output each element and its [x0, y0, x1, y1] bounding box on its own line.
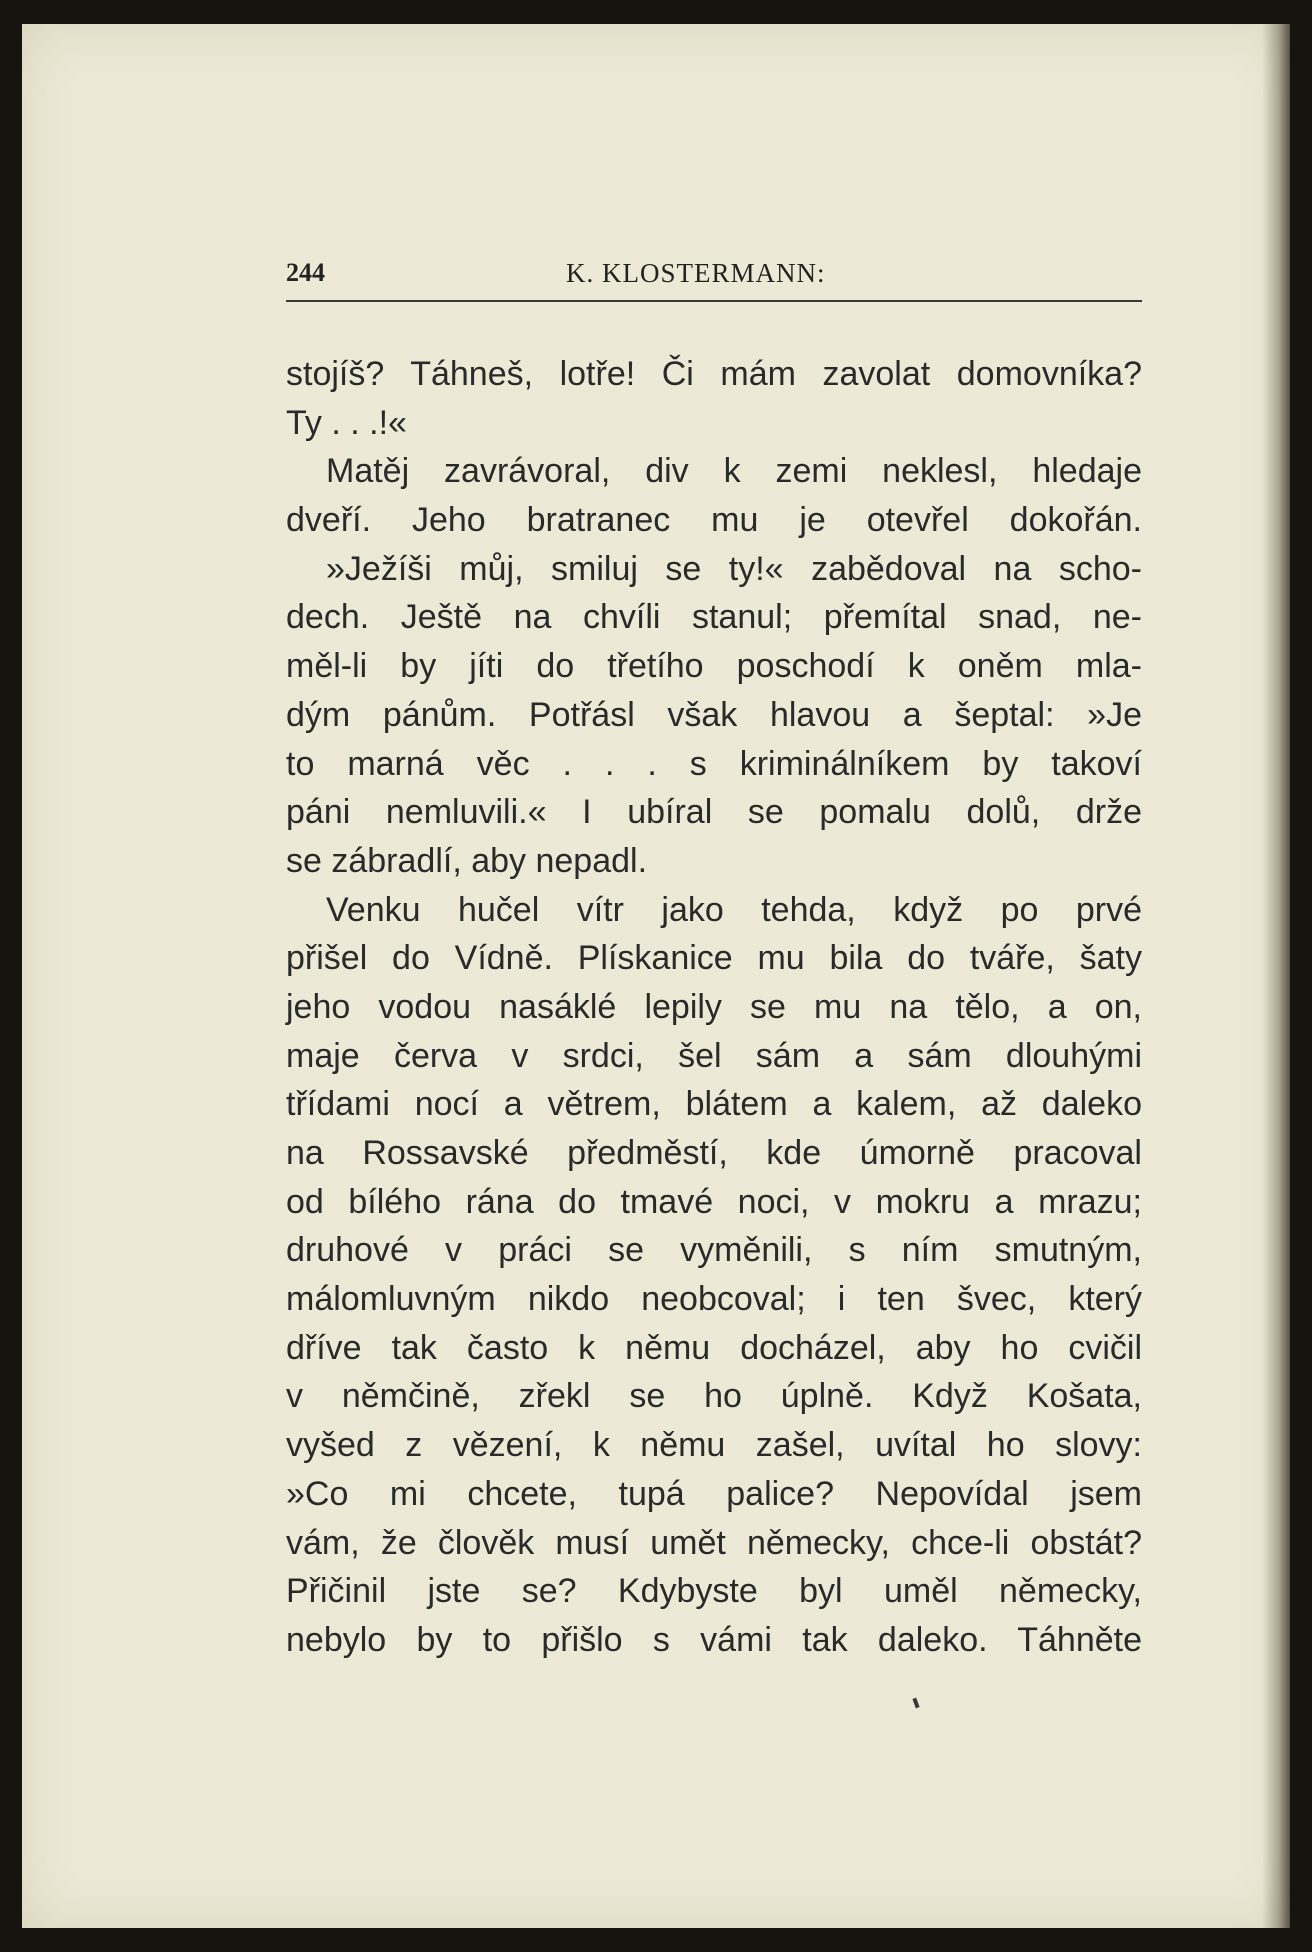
- text-line: vyšed z vězení, k němu zašel, uvítal ho slovy:: [286, 1426, 1142, 1465]
- text-line: vám, že člověk musí umět německy, chce-li obstát?: [286, 1523, 1142, 1562]
- page-header: [286, 256, 1142, 302]
- text-line: »Ježíši můj, smiluj se ty!« zabědoval na scho-: [326, 549, 1142, 588]
- text-line: dým pánům. Potřásl však hlavou a šeptal: »Je: [286, 695, 1142, 734]
- running-head-author: K. KLOSTERMANN:: [566, 258, 826, 288]
- text-line: od bílého rána do tmavé noci, v mokru a mrazu;: [286, 1182, 1142, 1221]
- text-line: Matěj zavrávoral, div k zemi neklesl, hledaje: [326, 452, 1142, 491]
- text-line: maje červa v srdci, šel sám a sám dlouhými: [286, 1036, 1142, 1075]
- text-line: Přičinil jste se? Kdybyste byl uměl německy,: [286, 1572, 1142, 1611]
- text-line: Ty . . .!«: [286, 403, 407, 442]
- text-line: druhové v práci se vyměnili, s ním smutným,: [286, 1231, 1142, 1270]
- text-line: v němčině, zřekl se ho úplně. Když Košata,: [286, 1377, 1142, 1416]
- text-line: dveří. Jeho bratranec mu je otevřel dokořán.: [286, 501, 1142, 540]
- text-line: měl-li by jíti do třetího poschodí k oněm mla-: [286, 647, 1142, 686]
- page-number: 244: [286, 258, 325, 287]
- text-line: Venku hučel vítr jako tehda, když po prvé: [326, 890, 1142, 929]
- text-line: to marná věc . . . s kriminálníkem by takoví: [286, 744, 1142, 783]
- text-line: třídami nocí a větrem, blátem a kalem, až daleko: [286, 1085, 1142, 1124]
- text-line: na Rossavské předměstí, kde úmorně pracoval: [286, 1134, 1142, 1172]
- text-line: »Co mi chcete, tupá palice? Nepovídal jsem: [286, 1474, 1142, 1513]
- text-line: se zábradlí, aby nepadl.: [286, 841, 648, 880]
- text-line: stojíš? Táhneš, lotře! Či mám zavolat domovníka?: [286, 355, 1142, 393]
- text-line: páni nemluvili.« I ubíral se pomalu dolů, drže: [286, 793, 1142, 832]
- spine-shadow: [1262, 24, 1290, 1928]
- text-line: přišel do Vídně. Plískanice mu bila do tváře, šaty: [286, 939, 1142, 978]
- text-line: dříve tak často k němu docházel, aby ho cvičil: [286, 1328, 1142, 1367]
- text-line: nebylo by to přišlo s vámi tak daleko. Táhněte: [286, 1620, 1142, 1659]
- body-text: [286, 350, 1142, 1665]
- text-line: málomluvným nikdo neobcoval; i ten švec, který: [286, 1280, 1142, 1319]
- text-line: jeho vodou nasáklé lepily se mu na tělo, a on,: [286, 987, 1142, 1026]
- text-line: dech. Ještě na chvíli stanul; přemítal snad, ne-: [286, 598, 1142, 637]
